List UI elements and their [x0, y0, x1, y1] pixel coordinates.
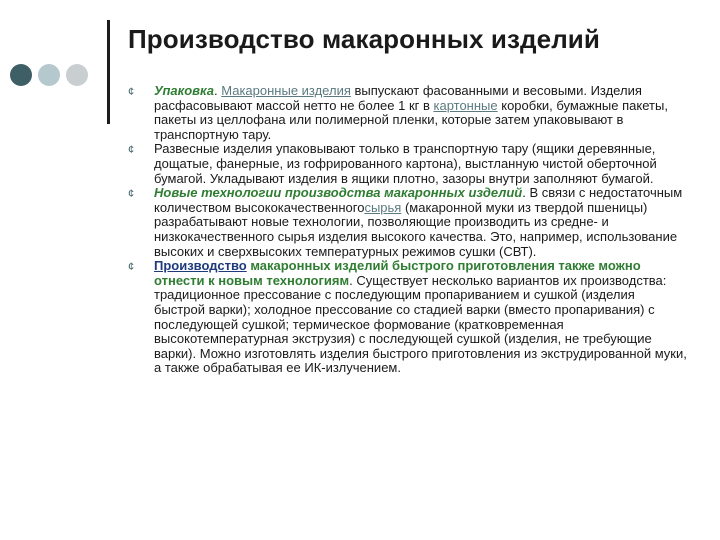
- heading-fast-cooking: макаронных изделий быстрого приготовления также можно отнести к новым технологиям: [154, 258, 641, 288]
- text-run: . Существует несколько вариантов их производства: традиционное прессование с последующим пропариванием и сушкой (изделия быстрой варки); холодное прессование со стадией варки (вместо пропаривания) с последующей сушкой; термическое формование (кратковременная высокотемпературная экструзия) с последующей сушкой (изделия, не требующие варки). Можно изготовлять изделия быстрого приготовления из экструдированной муки, а также обрабатывая ее ИК-излучением.: [154, 272, 687, 376]
- bullet-text-0: [154, 83, 668, 142]
- bullet-icon: ¢: [128, 188, 135, 201]
- bullet-item: [127, 84, 687, 142]
- slide-title: Производство макаронных изделий: [128, 24, 600, 54]
- link-cardboard[interactable]: картонные: [433, 97, 498, 113]
- bullet-item: [127, 142, 687, 186]
- bullet-icon: ¢: [128, 144, 135, 157]
- link-raw-material[interactable]: сырья: [364, 199, 402, 215]
- text-run: выпускают фасованными и весовыми. Изделия расфасовывают массой нетто не более 1 кг в: [154, 83, 642, 113]
- text-run: коробки, бумажные пакеты, пакеты из целлофана или полимерной пленки, которые затем упаковывают в транспортную тару.: [154, 97, 668, 142]
- bullet-item: [127, 186, 687, 259]
- link-macaroni-products[interactable]: Макаронные изделия: [221, 83, 351, 98]
- bullet-icon: ¢: [128, 86, 135, 98]
- bullet-item: [127, 259, 687, 376]
- text-run: . В связи с недостаточным количеством высококачественного: [154, 185, 683, 215]
- bullet-icon: ¢: [128, 261, 135, 274]
- title-divider: [107, 20, 110, 124]
- bullet-text-2: [154, 185, 682, 258]
- decor-dot-gray: [66, 64, 88, 86]
- bullet-text-1: Развесные изделия упаковывают только в транспортную тару (ящики деревянные, дощатые, фанерные, из гофрированного картона), выстланную чистой оберточной бумагой. Укладывают изделия в ящики плотно, зазоры внутри заполняют бумагой.: [154, 141, 657, 186]
- decor-dot-light: [38, 64, 60, 86]
- heading-packaging: Упаковка: [154, 83, 215, 98]
- decor-dot-dark: [10, 64, 32, 86]
- text-run: .: [214, 83, 222, 98]
- heading-new-technologies: Новые технологии производства макаронных изделий: [154, 185, 523, 201]
- bullet-list: [127, 84, 687, 376]
- bullet-text-3: [154, 258, 687, 375]
- text-run: (макаронной муки из твердой пшеницы) разрабатывают новые технологии, позволяющие производить из средне- и низкокачественного сырья изделия высокого качества. Это, например, использование высоких и сверхвысоких температурных режимов сушки (СВТ).: [154, 199, 678, 259]
- link-production[interactable]: Производство: [154, 258, 247, 274]
